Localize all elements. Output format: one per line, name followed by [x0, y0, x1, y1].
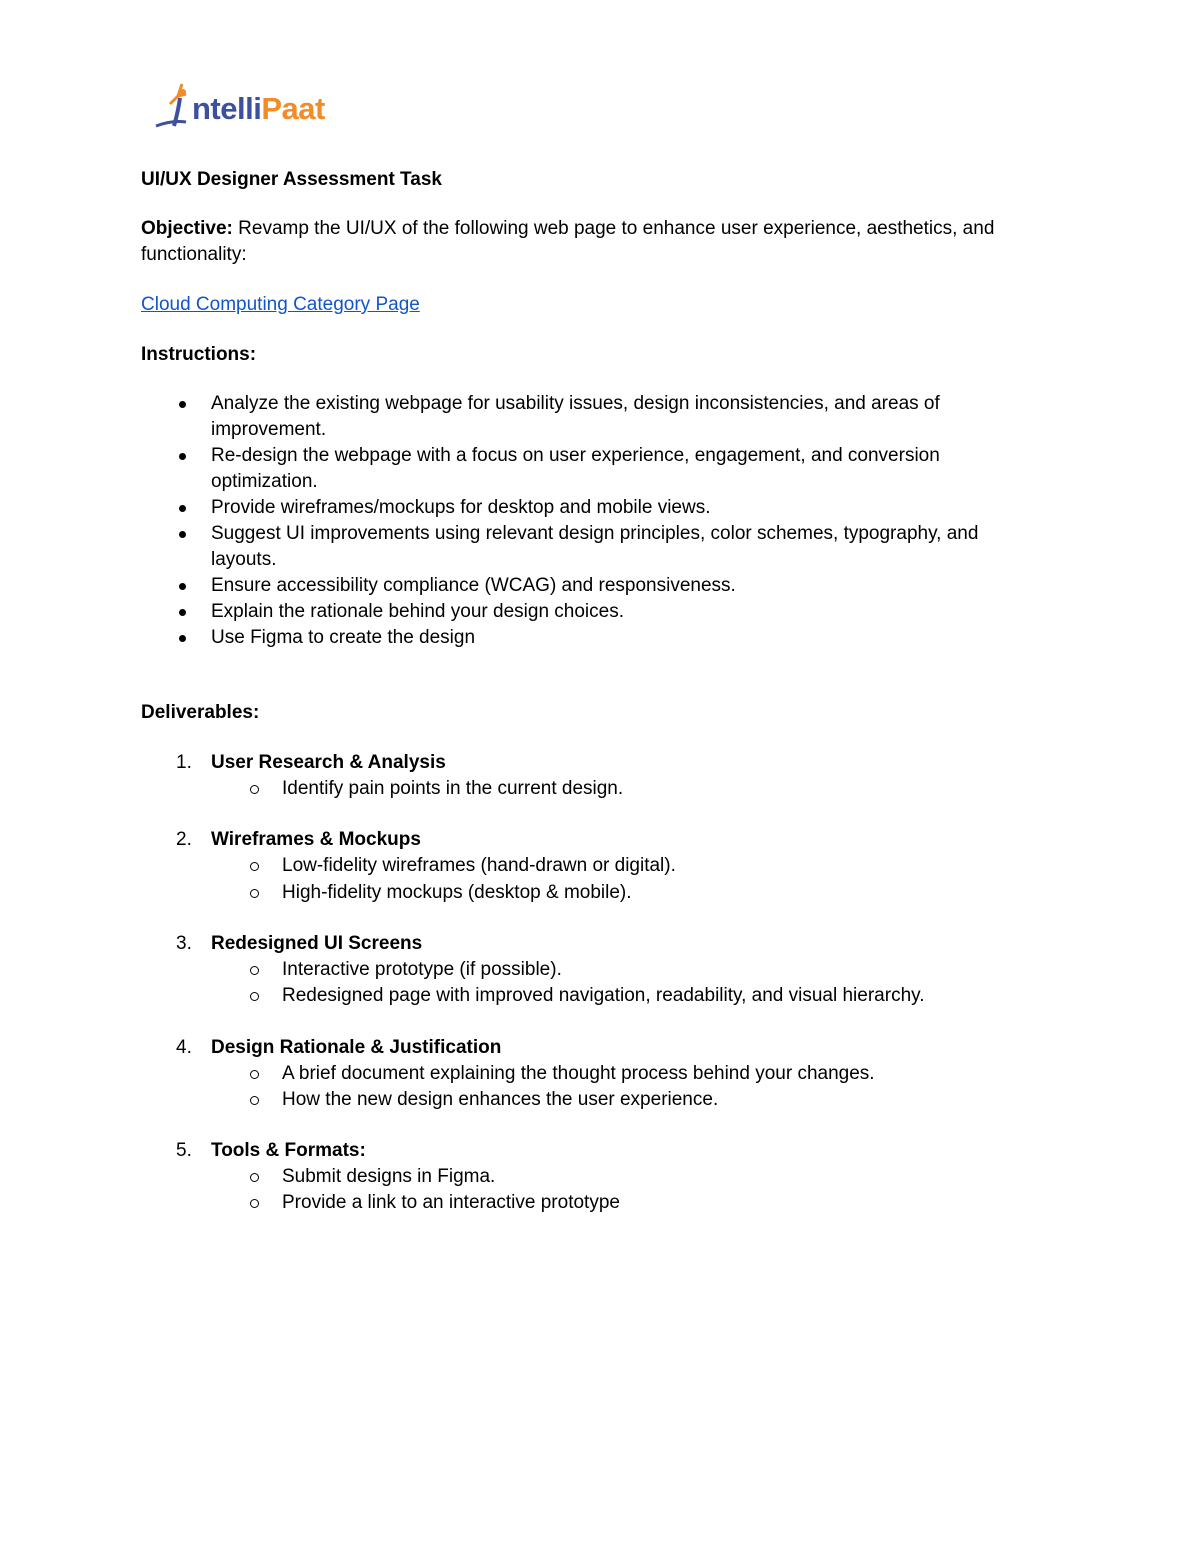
objective-paragraph	[141, 216, 1041, 268]
hollow-bullet-icon	[250, 1199, 259, 1208]
deliverable-number: 1.	[176, 752, 192, 773]
logo-wordmark: ntelliPaat	[192, 91, 325, 126]
bullet-icon	[179, 401, 186, 408]
bullet-icon	[179, 531, 186, 538]
list-item: Re-design the webpage with a focus on user experience, engagement, and conversion optimization.	[141, 443, 1041, 495]
bullet-icon	[179, 635, 186, 642]
hollow-bullet-icon	[250, 966, 259, 975]
hollow-bullet-icon	[250, 889, 259, 898]
list-item: Explain the rationale behind your design choices.	[141, 599, 1041, 625]
hollow-bullet-icon	[250, 862, 259, 871]
hollow-bullet-icon	[250, 1173, 259, 1182]
deliverable-title: User Research & Analysis	[211, 752, 446, 773]
bullet-icon	[179, 609, 186, 616]
objective-label: Objective:	[141, 218, 233, 239]
page-title: UI/UX Designer Assessment Task	[141, 169, 442, 190]
deliverable-title: Design Rationale & Justification	[211, 1037, 502, 1058]
intellipaat-logo	[152, 74, 332, 138]
hollow-bullet-icon	[250, 992, 259, 1001]
bullet-icon	[179, 453, 186, 460]
deliverable-title: Redesigned UI Screens	[211, 933, 423, 954]
deliverable-number: 4.	[176, 1037, 192, 1058]
list-item: Provide wireframes/mockups for desktop and mobile views.	[141, 495, 1041, 521]
deliverables-heading: Deliverables:	[141, 702, 260, 723]
instructions-heading: Instructions:	[141, 344, 257, 365]
bullet-icon	[179, 583, 186, 590]
deliverable-title: Wireframes & Mockups	[211, 829, 421, 850]
deliverable-title: Tools & Formats:	[211, 1140, 366, 1161]
bullet-icon	[179, 505, 186, 512]
cloud-computing-link[interactable]: Cloud Computing Category Page	[141, 294, 420, 315]
instructions-list	[141, 391, 1041, 651]
deliverable-number: 2.	[176, 829, 192, 850]
list-item: Ensure accessibility compliance (WCAG) and responsiveness.	[141, 573, 1041, 599]
hollow-bullet-icon	[250, 785, 259, 794]
hollow-bullet-icon	[250, 1096, 259, 1105]
objective-text: Revamp the UI/UX of the following web page to enhance user experience, aesthetics, and functionality:	[141, 218, 995, 265]
deliverable-number: 3.	[176, 933, 192, 954]
hollow-bullet-icon	[250, 1070, 259, 1079]
list-item: Suggest UI improvements using relevant design principles, color schemes, typography, and layouts.	[141, 521, 1041, 573]
list-item: Analyze the existing webpage for usability issues, design inconsistencies, and areas of improvement.	[141, 391, 1041, 443]
list-item: Use Figma to create the design	[141, 625, 1041, 651]
deliverable-number: 5.	[176, 1140, 192, 1161]
